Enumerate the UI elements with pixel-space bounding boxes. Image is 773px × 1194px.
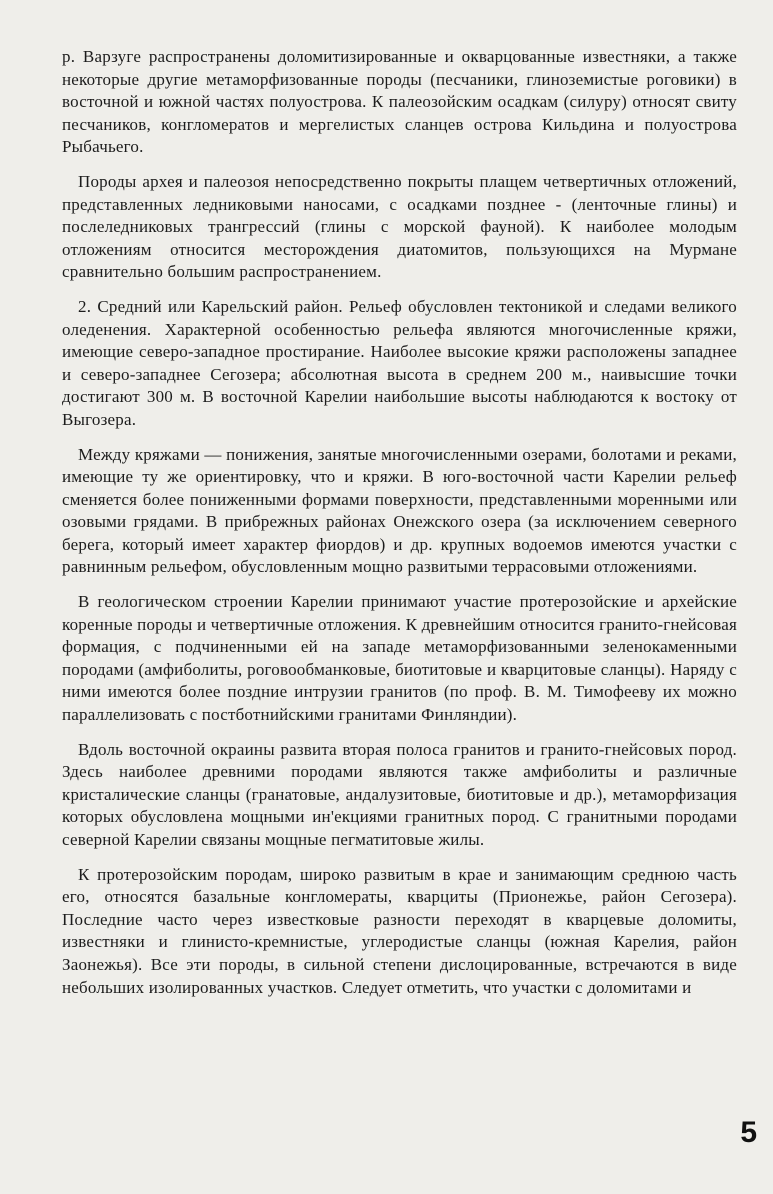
paragraph-4: Между кряжами — понижения, занятые многочисленными озерами, болотами и реками, имеющие ту же ориентировку, что и кряжи. В юго-восточной части Карелии рельеф сменяется более пониженными формами поверхности, представленными моренными или озовыми грядами. В прибрежных районах Онежского озера (за исключением северного берега, который имеет характер фиордов) и др. крупных водоемов имеются участки с равнинным рельефом, обусловленным мощно развитыми террасовыми отложениями. [62,444,737,577]
page-number: 5 [740,1116,757,1149]
paragraph-7: К протерозойским породам, широко развитым в крае и занимающим среднюю часть его, относятся базальные конгломераты, кварциты (Прионежье, район Сегозера). Последние часто через известковые разности переходят в кварцевые доломиты, известняки и глинисто-кремнистые, углеродистые сланцы (южная Карелия, район Заонежья). Все эти породы, в сильной степени дислоцированные, встречаются в виде небольших изолированных участков. Следует отметить, что участки с доломитами и [62,864,737,997]
paragraph-2: Породы архея и палеозоя непосредственно покрыты плащем четвертичных отложений, представленных ледниковыми наносами, с осадками позднее - (ленточные глины) и послеледниковых трангрессий (глины с морской фауной). К наиболее молодым отложениям относится месторождения диатомитов, пользующихся на Мурмане сравнительно большим распространением. [62,171,737,282]
paragraph-6: Вдоль восточной окраины развита вторая полоса гранитов и гранито-гнейсовых пород. Здесь наиболее древними породами являются также амфиболиты и различные кристалические сланцы (гранатовые, андалузитовые, биотитовые и др.), метаморфизация которых обусловлена мощными ин'екциями гранитных пород. С гранитными породами северной Карелии связаны мощные пегматитовые жилы. [62,739,737,849]
paragraph-3: 2. Средний или Карельский район. Рельеф обусловлен тектоникой и следами великого оледенения. Характерной особенностью рельефа являются многочисленные кряжи, имеющие северо-западное простирание. Наиболее высокие кряжи расположены западнее и северо-западнее Сегозера; абсолютная высота в среднем 200 м., наивысшие точки достигают 300 м. В восточной Карелии наибольшие высоты наблюдаются к востоку от Выгозера. [62,296,737,429]
paragraph-1: р. Варзуге распространены доломитизированные и окварцованные известняки, а также некоторые другие метаморфизованные породы (песчаники, глиноземистые роговики) в восточной и южной частях полуострова. К палеозойским осадкам (силуру) относят свиту песчаников, конгломератов и мергелистых сланцев острова Кильдина и полуострова Рыбачьего. [62,47,737,157]
page-text [62,46,737,1011]
paragraph-5: В геологическом строении Карелии принимают участие протерозойские и архейские коренные породы и четвертичные отложения. К древнейшим относится гранито-гнейсовая формация, с подчиненными ей на западе метаморфизованными зеленокаменными породами (амфиболиты, роговообманковые, биотитовые и кварцитовые сланцы). Наряду с ними имеются более поздние интрузии гранитов (по проф. В. М. Тимофееву их можно параллелизовать с постботнийскими гранитами Финляндии). [62,592,737,725]
